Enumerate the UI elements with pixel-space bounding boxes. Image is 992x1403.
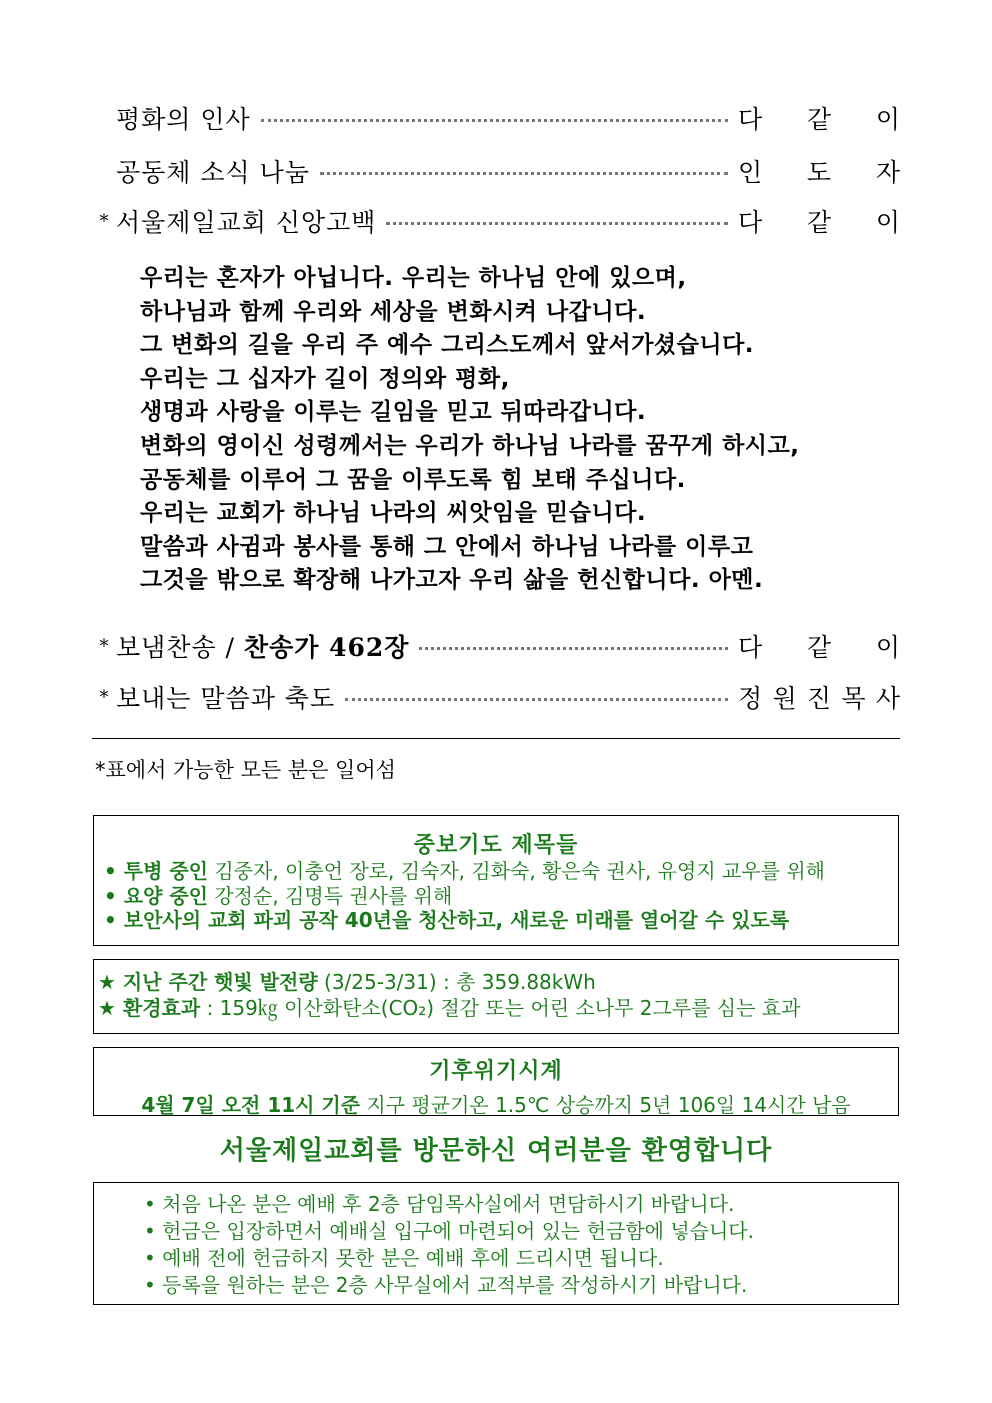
prayer-item	[104, 908, 898, 933]
order-label: 서울제일교회 신앙고백	[116, 208, 377, 237]
prayer-item-head: • 보안사의 교회 파괴 공작 40년을 청산하고, 새로운 미래를 열어갈 수 있도록	[104, 908, 790, 932]
dotted-leader	[386, 222, 728, 225]
dotted-leader	[419, 647, 728, 650]
climate-line-head: 4월 7일 오전 11시 기준	[141, 1093, 361, 1117]
order-label: 평화의 인사	[116, 105, 251, 134]
prayer-item	[104, 859, 898, 884]
creed-text	[140, 262, 799, 598]
creed-line: 우리는 교회가 하나님 나라의 씨앗임을 믿습니다.	[140, 500, 647, 527]
prayer-title: 중보기도 제목들	[413, 833, 579, 858]
creed-line: 변화의 영이신 성령께서는 우리가 하나님 나라를 꿈꾸게 하시고,	[140, 432, 800, 459]
visitor-guide-box	[93, 1182, 899, 1305]
solar-line-text: (3/25-3/31) : 총 359.88kWh	[317, 970, 596, 994]
order-row-confession	[92, 201, 900, 241]
creed-line: 하나님과 함께 우리와 세상을 변화시켜 나갑니다.	[140, 298, 647, 325]
guide-line: • 예배 전에 헌금하지 못한 분은 예배 후에 드리시면 됩니다.	[144, 1246, 664, 1270]
dotted-leader	[320, 172, 728, 175]
dotted-leader	[261, 119, 728, 122]
performer-char: 다	[738, 633, 763, 662]
order-performer	[738, 679, 900, 715]
performer-char: 같	[806, 105, 832, 134]
order-row-peace-greeting	[92, 98, 900, 138]
prayer-requests-box	[93, 815, 899, 946]
order-performer	[738, 628, 900, 664]
creed-line: 그 변화의 길을 우리 주 예수 그리스도께서 앞서가셨습니다.	[140, 332, 755, 359]
order-label-text: 보냄찬송 /	[116, 633, 244, 662]
climate-title: 기후위기시계	[429, 1059, 563, 1084]
climate-clock-box	[93, 1047, 899, 1116]
prayer-item-head: • 요양 중인	[104, 883, 208, 908]
order-performer	[738, 100, 900, 136]
prayer-item-text: 김중자, 이충언 장로, 김숙자, 김화숙, 황은숙 권사, 유영지 교우를 위해	[208, 859, 826, 883]
order-performer	[738, 153, 900, 189]
performer-char: 도	[806, 158, 832, 187]
performer-char: 같	[806, 633, 832, 662]
creed-line: 말씀과 사귐과 봉사를 통해 그 안에서 하나님 나라를 이루고	[140, 533, 754, 560]
performer-char: 이	[875, 105, 900, 134]
performer-char: 다	[738, 208, 763, 237]
standing-note: *표에서 가능한 모든 분은 일어섬	[95, 758, 396, 782]
guide-line: • 헌금은 입장하면서 예배실 입구에 마련되어 있는 헌금함에 넣습니다.	[144, 1219, 754, 1243]
dotted-leader	[345, 698, 728, 701]
solar-line-text: : 159㎏ 이산화탄소(CO₂) 절감 또는 어린 소나무 2그루를 심는 효과	[200, 996, 801, 1020]
prayer-item-head: • 투병 중인	[104, 859, 208, 883]
standing-mark: *	[99, 210, 109, 232]
creed-line: 생명과 사랑을 이루는 길임을 믿고 뒤따라갑니다.	[140, 399, 647, 426]
order-performer	[738, 203, 900, 239]
creed-line: 공동체를 이루어 그 꿈을 이루도록 힘 보태 주십니다.	[140, 466, 686, 493]
performer-char: 목	[841, 684, 866, 713]
performer-char: 이	[875, 633, 900, 662]
performer-char: 이	[875, 208, 900, 237]
order-row-sending-hymn	[92, 626, 900, 666]
solar-line-head: ★ 지난 주간 햇빛 발전량	[98, 970, 318, 994]
performer-char: 다	[738, 105, 763, 134]
solar-power-box	[93, 959, 899, 1034]
climate-line-text: 지구 평균기온 1.5℃ 상승까지 5년 106일 14시간 남음	[360, 1093, 851, 1117]
prayer-item	[104, 884, 898, 909]
standing-mark: *	[99, 686, 109, 708]
section-divider	[92, 738, 900, 739]
standing-mark: *	[99, 635, 109, 657]
climate-line	[94, 1089, 898, 1118]
order-label: 공동체 소식 나눔	[116, 158, 310, 187]
welcome-heading: 서울제일교회를 방문하신 여러분을 환영합니다	[219, 1136, 773, 1166]
solar-line	[98, 995, 898, 1021]
hymn-number: 찬송가 462장	[243, 633, 410, 662]
performer-char: 같	[806, 208, 832, 237]
creed-line: 우리는 혼자가 아닙니다. 우리는 하나님 안에 있으며,	[140, 265, 687, 291]
performer-char: 인	[738, 158, 763, 187]
order-label	[116, 628, 409, 664]
solar-line-head: ★ 환경효과	[98, 996, 201, 1020]
creed-line: 그것을 밖으로 확장해 나가고자 우리 삶을 헌신합니다. 아멘.	[140, 567, 764, 594]
solar-line	[98, 969, 898, 995]
performer-char: 자	[875, 158, 900, 187]
creed-line: 우리는 그 십자가 길이 정의와 평화,	[140, 365, 510, 392]
performer-char: 정	[738, 684, 763, 713]
performer-char: 원	[772, 684, 797, 713]
guide-line: • 처음 나온 분은 예배 후 2층 담임목사실에서 면담하시기 바랍니다.	[144, 1192, 735, 1216]
performer-char: 진	[806, 684, 832, 713]
order-row-community-news	[92, 151, 900, 191]
order-row-benediction	[92, 677, 900, 717]
order-label: 보내는 말씀과 축도	[116, 684, 336, 713]
guide-line: • 등록을 원하는 분은 2층 사무실에서 교적부를 작성하시기 바랍니다.	[144, 1273, 748, 1297]
performer-char: 사	[875, 684, 900, 713]
prayer-item-text: 강정순, 김명득 권사를 위해	[208, 883, 453, 908]
